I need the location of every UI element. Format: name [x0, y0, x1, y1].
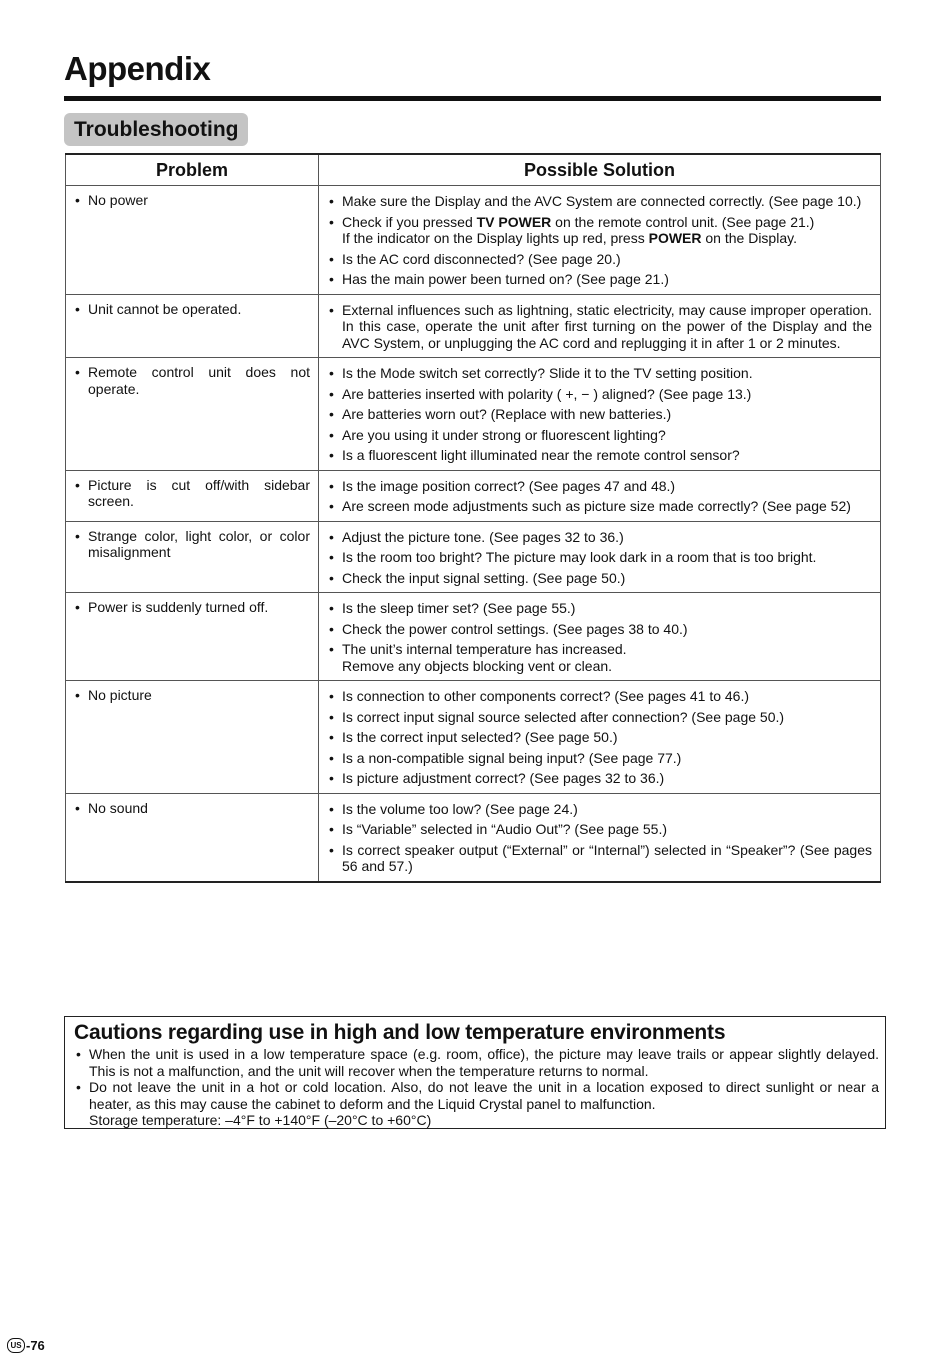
- text-run: Is the correct input selected? (See page 50.): [342, 729, 618, 745]
- table-row: [66, 470, 881, 521]
- text-run: Is the room too bright? The picture may look dark in a room that is too bright.: [342, 549, 817, 565]
- solution-item: [327, 302, 872, 352]
- solution-item-text: [342, 641, 627, 674]
- text-run: Make sure the Display and the AVC System are connected correctly. (See page 10.): [342, 193, 862, 209]
- bullet-icon: •: [75, 599, 80, 615]
- bullet-icon: •: [329, 749, 334, 766]
- bullet-icon: •: [329, 250, 334, 267]
- solution-item-text: [342, 365, 753, 381]
- column-header-solution: Possible Solution: [319, 154, 881, 186]
- caution-box: [64, 1016, 886, 1129]
- solution-item: [327, 641, 872, 674]
- solution-cell: [319, 358, 881, 471]
- bullet-icon: •: [75, 300, 80, 317]
- problem-item: [73, 477, 310, 510]
- problem-cell: [66, 358, 319, 471]
- bullet-icon: •: [75, 527, 80, 544]
- solution-item-text: [342, 801, 578, 817]
- text-run: Are batteries worn out? (Replace with new batteries.): [342, 406, 672, 422]
- solution-cell: [319, 294, 881, 358]
- solution-item-text: [342, 709, 784, 725]
- bullet-icon: •: [329, 841, 334, 858]
- solution-item-text: [342, 729, 618, 745]
- caution-item: [74, 1079, 879, 1129]
- solution-item: [327, 271, 872, 288]
- solution-item-text: [342, 600, 575, 616]
- bullet-icon: •: [75, 687, 80, 703]
- text-run: Check the input signal setting. (See page 50.): [342, 569, 626, 586]
- troubleshooting-table: [65, 153, 881, 883]
- bullet-icon: •: [329, 528, 334, 545]
- bullet-icon: •: [329, 688, 334, 704]
- solution-item: [327, 801, 872, 818]
- bullet-icon: •: [329, 498, 334, 514]
- problem-item: [73, 301, 310, 318]
- solution-cell: [319, 186, 881, 295]
- table-row: [66, 593, 881, 681]
- problem-item: [73, 800, 310, 817]
- bullet-icon: •: [329, 213, 334, 230]
- bullet-icon: •: [329, 193, 334, 209]
- problem-cell: [66, 593, 319, 681]
- solution-item-text: [342, 478, 675, 494]
- text-run: Adjust the picture tone. (See pages 32 to 36.): [342, 528, 624, 545]
- solution-item: [327, 529, 872, 546]
- text-run: The unit’s internal temperature has increased.: [342, 641, 627, 657]
- problem-cell: [66, 294, 319, 358]
- problem-text: Power is suddenly turned off.: [88, 599, 269, 615]
- title-divider: [64, 96, 881, 101]
- caution-item: [74, 1046, 879, 1079]
- solution-item: [327, 709, 872, 726]
- solution-item: [327, 600, 872, 617]
- problem-item: [73, 192, 310, 209]
- bullet-icon: •: [329, 477, 334, 494]
- solution-item: [327, 688, 872, 705]
- solution-item-text: [342, 406, 671, 422]
- solution-item-text: [342, 842, 872, 875]
- problem-item: [73, 364, 310, 397]
- bullet-icon: •: [329, 385, 334, 402]
- text-run: Is connection to other components correct? (See pages 41 to 46.): [342, 688, 750, 704]
- bullet-icon: •: [329, 729, 334, 745]
- solution-item-text: [342, 821, 667, 837]
- bullet-icon: •: [329, 271, 334, 287]
- solution-item-text: [342, 570, 625, 586]
- text-run: Is correct speaker output (“External” or “Internal”) selected in “Speaker”? (See pages 56 and 57.): [342, 841, 872, 874]
- solution-item-text: [342, 688, 749, 704]
- problem-cell: [66, 521, 319, 593]
- problem-cell: [66, 470, 319, 521]
- bullet-icon: •: [329, 770, 334, 786]
- solution-item-text: [342, 750, 681, 766]
- problem-cell: [66, 793, 319, 882]
- problem-item: [73, 687, 310, 704]
- bold-key-name: POWER: [648, 230, 702, 246]
- problem-text: No sound: [88, 799, 148, 816]
- text-run: Do not leave the unit in a hot or cold location. Also, do not leave the unit in a location exposed to direct sunlight or near a heater, as this may cause the cabinet to deform and the Liquid Crystal panel to malfunction.: [89, 1079, 879, 1112]
- bullet-icon: •: [329, 641, 334, 657]
- table-row: [66, 793, 881, 882]
- solution-item: [327, 770, 872, 787]
- problem-text: No picture: [88, 687, 152, 703]
- bullet-icon: •: [329, 821, 334, 837]
- solution-item-text: [342, 271, 669, 287]
- solution-item: [327, 427, 872, 444]
- solution-item-text: [342, 193, 861, 209]
- bullet-icon: •: [329, 365, 334, 381]
- solution-item-text: [342, 498, 851, 514]
- bold-key-name: TV POWER: [476, 213, 552, 230]
- page-number: [7, 1338, 45, 1353]
- text-run: Is a non-compatible signal being input? (See page 77.): [342, 749, 682, 766]
- solution-item: [327, 570, 872, 587]
- text-run: Remove any objects blocking vent or clean.: [342, 657, 613, 674]
- section-heading: Troubleshooting: [64, 113, 248, 146]
- caution-item-text: [89, 1079, 879, 1128]
- solution-item-text: [342, 302, 872, 351]
- table-body: [66, 186, 881, 882]
- text-run: Is the volume too low? (See page 24.): [342, 800, 578, 817]
- text-run: Is the sleep timer set? (See page 55.): [342, 600, 576, 616]
- solution-item-text: [342, 214, 814, 247]
- bullet-icon: •: [329, 569, 334, 586]
- problem-text: No power: [88, 192, 148, 208]
- text-run: Are screen mode adjustments such as picture size made correctly? (See page 52): [342, 498, 851, 514]
- column-header-problem: Problem: [66, 154, 319, 186]
- text-run: When the unit is used in a low temperature space (e.g. room, office), the picture may leave trails or appear slightly delayed. This is not a malfunction, and the unit will recover when the temperature returns to normal.: [89, 1046, 879, 1079]
- text-run: Are batteries inserted with polarity ( +, − ) aligned? (See page 13.): [342, 385, 752, 402]
- bullet-icon: •: [329, 708, 334, 725]
- solution-item: [327, 498, 872, 515]
- solution-item: [327, 821, 872, 838]
- solution-cell: [319, 681, 881, 794]
- solution-item: [327, 750, 872, 767]
- text-run: on the Display.: [701, 230, 797, 246]
- problem-cell: [66, 681, 319, 794]
- text-run: Is the image position correct? (See pages 47 and 48.): [342, 477, 676, 494]
- bullet-icon: •: [329, 600, 334, 616]
- solution-item: [327, 447, 872, 464]
- solution-item-text: [342, 427, 666, 443]
- solution-item-text: [342, 386, 751, 402]
- solution-item: [327, 478, 872, 495]
- solution-item: [327, 193, 872, 210]
- page-title: Appendix: [64, 50, 211, 87]
- bullet-icon: •: [76, 1079, 81, 1095]
- solution-cell: [319, 521, 881, 593]
- text-run: External influences such as lightning, static electricity, may cause improper operation. In this case, operate the unit after first turning on the power of the Display and the AVC System, or unplugging the AC cord and replugging it in after 1 or 2 minutes.: [342, 301, 872, 351]
- solution-item-text: [342, 251, 621, 267]
- text-run: Is a fluorescent light illuminated near the remote control sensor?: [342, 447, 740, 463]
- table-row: [66, 358, 881, 471]
- text-run: Storage temperature: –4°F to +140°F (–20°C to +60°C): [89, 1112, 432, 1128]
- region-badge: US: [7, 1338, 25, 1353]
- text-run: Check the power control settings. (See pages 38 to 40.): [342, 620, 688, 637]
- solution-item: [327, 842, 872, 875]
- solution-item: [327, 251, 872, 268]
- problem-item: [73, 528, 310, 561]
- bullet-icon: •: [76, 1046, 81, 1062]
- bullet-icon: •: [75, 192, 80, 208]
- solution-item: [327, 549, 872, 566]
- text-run: on the remote control unit. (See page 21.): [551, 213, 815, 230]
- caution-item-text: [89, 1046, 879, 1079]
- table-row: [66, 681, 881, 794]
- table-row: [66, 294, 881, 358]
- text-run: Is the Mode switch set correctly? Slide it to the TV setting position.: [342, 365, 753, 381]
- problem-cell: [66, 186, 319, 295]
- text-run: Check if you pressed: [342, 213, 477, 230]
- bullet-icon: •: [329, 620, 334, 637]
- solution-item-text: [342, 447, 740, 463]
- text-run: Is picture adjustment correct? (See pages 32 to 36.): [342, 770, 665, 786]
- solution-item-text: [342, 549, 816, 565]
- solution-cell: [319, 793, 881, 882]
- bullet-icon: •: [329, 406, 334, 422]
- problem-text: Unit cannot be operated.: [88, 300, 242, 317]
- table-row: [66, 186, 881, 295]
- solution-item: [327, 729, 872, 746]
- text-run: Has the main power been turned on? (See page 21.): [342, 271, 669, 287]
- solution-item: [327, 386, 872, 403]
- bullet-icon: •: [75, 476, 80, 493]
- bullet-icon: •: [329, 426, 334, 443]
- solution-cell: [319, 593, 881, 681]
- problem-text: Picture is cut off/with sidebar screen.: [88, 476, 310, 509]
- bullet-icon: •: [329, 800, 334, 817]
- caution-title: Cautions regarding use in high and low temperature environments: [74, 1021, 726, 1044]
- bullet-icon: •: [75, 799, 80, 816]
- solution-item: [327, 621, 872, 638]
- text-run: Are you using it under strong or fluorescent lighting?: [342, 426, 666, 443]
- bullet-icon: •: [75, 364, 80, 380]
- solution-item-text: [342, 529, 624, 545]
- text-run: Is the AC cord disconnected? (See page 20.): [342, 250, 621, 267]
- bullet-icon: •: [329, 447, 334, 463]
- bullet-icon: •: [329, 301, 334, 318]
- solution-item: [327, 365, 872, 382]
- problem-text: Strange color, light color, or color misalignment: [88, 527, 310, 560]
- solution-item-text: [342, 770, 664, 786]
- text-run: Is “Variable” selected in “Audio Out”? (See page 55.): [342, 821, 668, 837]
- text-run: Is correct input signal source selected after connection? (See page 50.): [342, 708, 785, 725]
- solution-item-text: [342, 621, 688, 637]
- solution-cell: [319, 470, 881, 521]
- problem-item: [73, 599, 310, 616]
- solution-item: [327, 214, 872, 247]
- text-run: If the indicator on the Display lights up red, press: [342, 230, 649, 246]
- bullet-icon: •: [329, 549, 334, 565]
- table-row: [66, 521, 881, 593]
- solution-item: [327, 406, 872, 423]
- page-number-text: -76: [26, 1338, 45, 1353]
- problem-text: Remote control unit does not operate.: [88, 364, 310, 397]
- caution-list: [74, 1046, 879, 1129]
- table-header-row: [66, 154, 881, 186]
